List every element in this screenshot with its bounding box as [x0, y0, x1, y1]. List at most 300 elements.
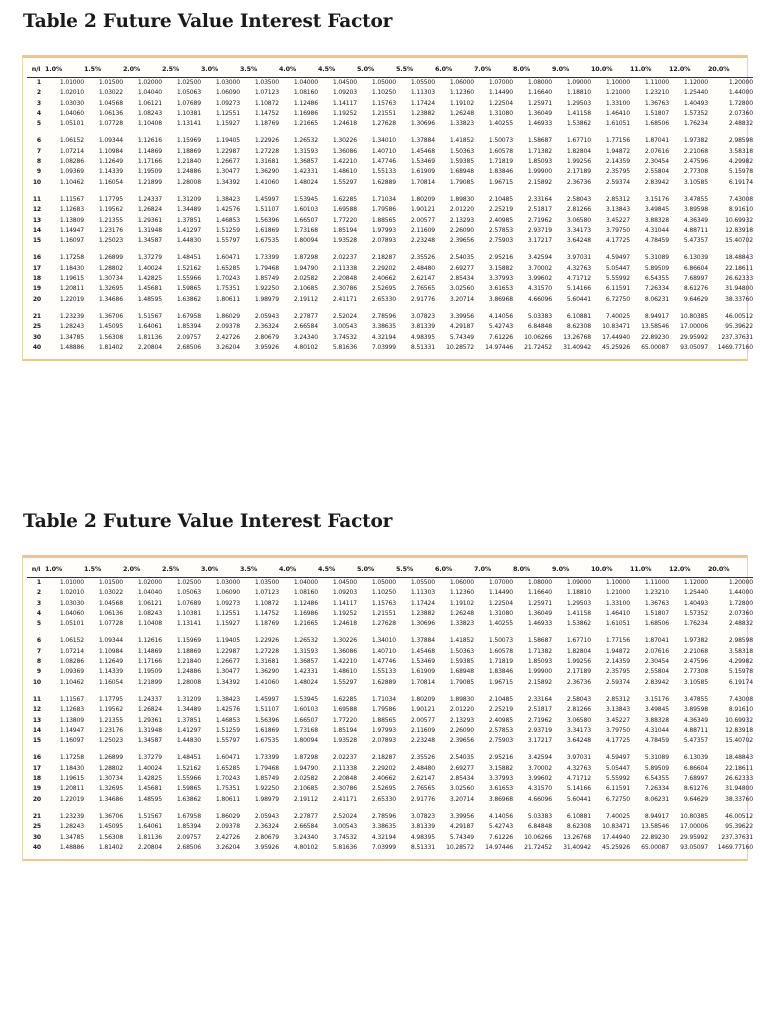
factor-cell: 1.06136 — [98, 609, 123, 617]
factor-cell: 6.86604 — [683, 764, 708, 772]
factor-cell: 1.19615 — [59, 775, 84, 783]
period-cell: 13 — [32, 716, 41, 724]
factor-cell: 2.13293 — [449, 716, 474, 724]
table-row — [27, 88, 753, 98]
factor-cell: 2.58043 — [566, 695, 591, 703]
factor-cell: 1.55133 — [371, 168, 396, 176]
factor-cell: 1.28802 — [98, 764, 123, 772]
factor-cell: 1.20811 — [59, 285, 84, 293]
factor-cell: 1.85194 — [332, 226, 357, 234]
period-cell: 25 — [32, 823, 41, 831]
factor-cell: 1.90121 — [410, 206, 435, 214]
factor-cell: 13.26768 — [563, 833, 591, 841]
table-row — [27, 599, 753, 609]
factor-cell: 1.61051 — [605, 620, 630, 628]
factor-cell: 1.45095 — [98, 323, 123, 331]
factor-cell: 1.08243 — [137, 109, 162, 117]
factor-cell: 1.72800 — [728, 99, 753, 107]
factor-cell: 65.00087 — [641, 843, 669, 851]
factor-cell: 2.91776 — [410, 795, 435, 803]
factor-cell: 2.36736 — [566, 178, 591, 186]
factor-cell: 1.30734 — [98, 275, 123, 283]
factor-cell: 1.93528 — [332, 237, 357, 245]
factor-cell: 8.06231 — [644, 295, 669, 303]
factor-cell: 3.26204 — [215, 843, 240, 851]
factor-cell: 4.80102 — [293, 843, 318, 851]
factor-cell: 2.25219 — [488, 706, 513, 714]
factor-cell: 1.15763 — [371, 99, 396, 107]
factor-cell: 1.42576 — [215, 206, 240, 214]
factor-cell: 3.10585 — [683, 178, 708, 186]
factor-cell: 1.28802 — [98, 264, 123, 272]
factor-cell: 2.39656 — [449, 237, 474, 245]
factor-cell: 1.10984 — [98, 147, 123, 155]
factor-cell: 3.70002 — [527, 264, 552, 272]
factor-cell: 3.47855 — [683, 195, 708, 203]
fvif-table-block-2 — [22, 508, 753, 861]
factor-cell: 2.59374 — [605, 678, 630, 686]
factor-cell: 1.61909 — [410, 668, 435, 676]
factor-cell: 1.97382 — [683, 637, 708, 645]
factor-cell: 4.31570 — [527, 785, 552, 793]
factor-cell: 2.93719 — [527, 726, 552, 734]
factor-cell: 1.36086 — [332, 647, 357, 655]
header-rate: 3.5% — [240, 62, 279, 78]
factor-cell: 1.48595 — [137, 295, 162, 303]
factor-cell: 1.79085 — [449, 178, 474, 186]
factor-cell: 1.55797 — [215, 737, 240, 745]
factor-cell: 2.40985 — [488, 216, 513, 224]
factor-cell: 1.33100 — [605, 599, 630, 607]
factor-cell: 1.51807 — [644, 609, 669, 617]
factor-cell: 1469.77160 — [717, 843, 753, 851]
factor-cell: 3.79750 — [605, 226, 630, 234]
factor-cell: 1.59385 — [449, 158, 474, 166]
factor-cell: 2.20804 — [137, 843, 162, 851]
factor-cell: 3.15882 — [488, 764, 513, 772]
period-cell: 14 — [32, 726, 41, 734]
factor-cell: 3.15882 — [488, 264, 513, 272]
factor-cell: 5.89509 — [644, 764, 669, 772]
factor-cell: 2.65330 — [371, 795, 396, 803]
factor-cell: 3.24340 — [293, 833, 318, 841]
period-cell: 21 — [32, 812, 41, 820]
factor-cell: 1.34392 — [215, 678, 240, 686]
period-cell: 2 — [36, 589, 41, 597]
factor-cell: 1.46410 — [605, 609, 630, 617]
factor-cell: 1.15969 — [176, 137, 201, 145]
table-row — [27, 822, 753, 832]
factor-cell: 1.23239 — [59, 312, 84, 320]
factor-cell: 1.40024 — [137, 764, 162, 772]
factor-cell: 1.18769 — [254, 120, 279, 128]
factor-cell: 3.86968 — [488, 795, 513, 803]
header-rate: 5.0% — [357, 562, 396, 578]
factor-cell: 1.29361 — [137, 216, 162, 224]
factor-cell: 1.12683 — [59, 206, 84, 214]
table-row — [27, 678, 753, 688]
factor-cell: 1.53862 — [566, 620, 591, 628]
factor-cell: 3.64248 — [566, 237, 591, 245]
factor-cell: 1.36290 — [254, 168, 279, 176]
header-rate: 7.0% — [474, 62, 513, 78]
factor-cell: 2.15892 — [527, 678, 552, 686]
factor-cell: 2.51817 — [527, 206, 552, 214]
factor-cell: 1.28243 — [59, 323, 84, 331]
table-row — [27, 843, 753, 853]
factor-cell: 2.35526 — [410, 754, 435, 762]
header-rate: 3.0% — [201, 562, 240, 578]
factor-cell: 5.81636 — [332, 843, 357, 851]
factor-cell: 9.64629 — [683, 295, 708, 303]
factor-cell: 1.17424 — [410, 599, 435, 607]
factor-cell: 1.60103 — [293, 206, 318, 214]
factor-cell: 1.10462 — [59, 678, 84, 686]
factor-cell: 2.05943 — [254, 812, 279, 820]
factor-cell: 1.40493 — [683, 599, 708, 607]
factor-cell: 45.25926 — [602, 843, 630, 851]
factor-cell: 3.99602 — [527, 275, 552, 283]
factor-cell: 1.11303 — [410, 89, 435, 97]
factor-cell: 2.27877 — [293, 812, 318, 820]
factor-cell: 2.10485 — [488, 695, 513, 703]
factor-cell: 4.78459 — [644, 737, 669, 745]
factor-cell: 1.37279 — [137, 754, 162, 762]
table-header-row — [27, 62, 753, 78]
factor-cell: 1.18430 — [59, 264, 84, 272]
factor-cell: 1.88565 — [371, 216, 396, 224]
factor-cell: 3.81339 — [410, 823, 435, 831]
factor-cell: 1.67535 — [254, 237, 279, 245]
factor-cell: 1.51259 — [215, 726, 240, 734]
factor-cell: 1.73399 — [254, 254, 279, 262]
factor-cell: 10.06266 — [524, 833, 552, 841]
factor-cell: 1.60471 — [215, 254, 240, 262]
factor-cell: 1.85093 — [527, 158, 552, 166]
table-row — [27, 147, 753, 157]
factor-cell: 5.15978 — [728, 168, 753, 176]
factor-cell: 1.06121 — [137, 99, 162, 107]
factor-cell: 1.51807 — [644, 109, 669, 117]
factor-cell: 1.85194 — [332, 726, 357, 734]
factor-cell: 1.41852 — [449, 637, 474, 645]
factor-cell: 1.27628 — [371, 120, 396, 128]
factor-cell: 6.72750 — [605, 295, 630, 303]
factor-cell: 1.04060 — [59, 109, 84, 117]
factor-cell: 6.19174 — [728, 678, 753, 686]
factor-cell: 1.04060 — [59, 609, 84, 617]
period-cell: 1 — [36, 579, 41, 586]
factor-cell: 5.03383 — [527, 812, 552, 820]
table-row — [27, 784, 753, 794]
factor-cell: 1.61051 — [605, 120, 630, 128]
header-rate: 1.0% — [45, 562, 84, 578]
period-cell: 5 — [36, 120, 41, 128]
factor-cell: 1.90121 — [410, 706, 435, 714]
header-rate: 10.0% — [591, 62, 630, 78]
factor-cell: 2.40662 — [371, 775, 396, 783]
factor-cell: 5.47357 — [683, 737, 708, 745]
factor-cell: 2.71962 — [527, 216, 552, 224]
factor-cell: 10.69932 — [725, 716, 753, 724]
factor-cell: 1.25440 — [683, 589, 708, 597]
factor-cell: 1469.77160 — [717, 343, 753, 351]
factor-cell: 45.25926 — [602, 343, 630, 351]
factor-cell: 1.11567 — [59, 695, 84, 703]
factor-cell: 1.50073 — [488, 137, 513, 145]
factor-cell: 1.26677 — [215, 658, 240, 666]
factor-cell: 1.11303 — [410, 589, 435, 597]
factor-cell: 1.69588 — [332, 706, 357, 714]
factor-cell: 1.14752 — [254, 109, 279, 117]
header-rate: 2.0% — [123, 562, 162, 578]
factor-cell: 3.81339 — [410, 323, 435, 331]
factor-cell: 4.31570 — [527, 285, 552, 293]
factor-cell: 1.34010 — [371, 637, 396, 645]
factor-cell: 1.17424 — [410, 99, 435, 107]
factor-cell: 1.02500 — [176, 79, 201, 86]
factor-cell: 1.99256 — [566, 658, 591, 666]
factor-cell: 3.49845 — [644, 206, 669, 214]
factor-cell: 1.36857 — [293, 158, 318, 166]
factor-cell: 1.05063 — [176, 589, 201, 597]
factor-cell: 1.13809 — [59, 216, 84, 224]
factor-cell: 1.34686 — [98, 295, 123, 303]
factor-cell: 2.01220 — [449, 706, 474, 714]
factor-cell: 5.03383 — [527, 312, 552, 320]
factor-cell: 1.18869 — [176, 147, 201, 155]
factor-cell: 1.25971 — [527, 99, 552, 107]
factor-cell: 1.06090 — [215, 89, 240, 97]
factor-cell: 1.22926 — [254, 637, 279, 645]
factor-cell: 1.19405 — [215, 137, 240, 145]
factor-cell: 93.05097 — [680, 843, 708, 851]
factor-cell: 2.35795 — [605, 668, 630, 676]
factor-cell: 1.11000 — [644, 579, 669, 586]
factor-cell: 1.75351 — [215, 785, 240, 793]
factor-cell: 1.14869 — [137, 147, 162, 155]
factor-cell: 1.96715 — [488, 678, 513, 686]
factor-cell: 1.33823 — [449, 620, 474, 628]
factor-cell: 5.31089 — [644, 754, 669, 762]
factor-cell: 1.97382 — [683, 137, 708, 145]
factor-cell: 1.31948 — [137, 726, 162, 734]
factor-cell: 1.36763 — [644, 99, 669, 107]
table-row — [27, 129, 753, 146]
factor-cell: 2.85312 — [605, 195, 630, 203]
factor-cell: 1.57352 — [683, 609, 708, 617]
factor-cell: 1.27228 — [254, 647, 279, 655]
factor-cell: 1.50363 — [449, 647, 474, 655]
factor-cell: 3.74532 — [332, 333, 357, 341]
header-rate: 9.0% — [552, 62, 591, 78]
factor-cell: 95.39622 — [725, 823, 753, 831]
factor-cell: 3.97031 — [566, 254, 591, 262]
table-row — [27, 746, 753, 763]
factor-cell: 17.44940 — [602, 833, 630, 841]
factor-cell: 1.10250 — [371, 589, 396, 597]
factor-cell: 1.19102 — [449, 99, 474, 107]
factor-cell: 2.09378 — [215, 823, 240, 831]
factor-cell: 5.31089 — [644, 254, 669, 262]
factor-cell: 1.87298 — [293, 254, 318, 262]
factor-cell: 1.67958 — [176, 812, 201, 820]
factor-cell: 1.25023 — [98, 737, 123, 745]
factor-cell: 1.61869 — [254, 226, 279, 234]
factor-cell: 1.07728 — [98, 620, 123, 628]
factor-cell: 1.05000 — [371, 579, 396, 586]
header-rate: 8.0% — [513, 562, 552, 578]
factor-cell: 2.71962 — [527, 716, 552, 724]
factor-cell: 1.08000 — [527, 79, 552, 86]
header-rate: 1.0% — [45, 62, 84, 78]
factor-cell: 1.22019 — [59, 295, 84, 303]
factor-cell: 1.41158 — [566, 609, 591, 617]
factor-cell: 1.19405 — [215, 637, 240, 645]
factor-cell: 1.37851 — [176, 716, 201, 724]
factor-cell: 2.19112 — [293, 295, 318, 303]
factor-cell: 1.58687 — [527, 137, 552, 145]
factor-cell: 2.07360 — [728, 109, 753, 117]
factor-cell: 1.38423 — [215, 695, 240, 703]
factor-cell: 1.26248 — [449, 609, 474, 617]
factor-cell: 1.51107 — [254, 706, 279, 714]
header-rate: 6.0% — [435, 562, 474, 578]
factor-cell: 1.89830 — [449, 695, 474, 703]
factor-cell: 1.46933 — [527, 120, 552, 128]
factor-cell: 1.42825 — [137, 775, 162, 783]
factor-cell: 1.34587 — [137, 737, 162, 745]
period-cell: 16 — [32, 754, 41, 762]
factor-cell: 1.10462 — [59, 178, 84, 186]
factor-cell: 1.32695 — [98, 785, 123, 793]
factor-cell: 6.54355 — [644, 775, 669, 783]
factor-cell: 4.17725 — [605, 237, 630, 245]
factor-cell: 1.94872 — [605, 647, 630, 655]
header-rate: 4.0% — [279, 62, 318, 78]
period-cell: 19 — [32, 285, 41, 293]
factor-cell: 3.15176 — [644, 695, 669, 703]
table-row — [27, 109, 753, 119]
factor-cell: 2.26090 — [449, 726, 474, 734]
factor-cell: 1.10381 — [176, 609, 201, 617]
period-cell: 16 — [32, 254, 41, 262]
factor-cell: 14.97446 — [485, 343, 513, 351]
factor-cell: 4.88711 — [683, 226, 708, 234]
factor-cell: 8.94917 — [644, 812, 669, 820]
period-cell: 6 — [36, 637, 41, 645]
factor-cell: 13.58546 — [641, 823, 669, 831]
period-cell: 3 — [36, 99, 41, 107]
factor-cell: 1.22987 — [215, 147, 240, 155]
factor-cell: 1.61909 — [410, 168, 435, 176]
factor-cell: 1.19562 — [98, 206, 123, 214]
factor-cell: 2.81266 — [566, 706, 591, 714]
factor-cell: 3.02560 — [449, 785, 474, 793]
factor-cell: 1.44000 — [728, 589, 753, 597]
factor-cell: 10.83471 — [602, 823, 630, 831]
table-row — [27, 647, 753, 657]
factor-cell: 3.49845 — [644, 706, 669, 714]
factor-cell: 1.28008 — [176, 678, 201, 686]
factor-cell: 1.42210 — [332, 158, 357, 166]
factor-cell: 8.51331 — [410, 343, 435, 351]
factor-cell: 2.17189 — [566, 168, 591, 176]
factor-cell: 2.78596 — [371, 312, 396, 320]
factor-cell: 1.62889 — [371, 678, 396, 686]
factor-cell: 2.27877 — [293, 312, 318, 320]
factor-cell: 1.81136 — [137, 333, 162, 341]
factor-cell: 2.39656 — [449, 737, 474, 745]
factor-cell: 1.08286 — [59, 658, 84, 666]
factor-cell: 1.66507 — [293, 216, 318, 224]
factor-cell: 1.85093 — [527, 658, 552, 666]
header-rate: 6.0% — [435, 62, 474, 78]
factor-cell: 3.97031 — [566, 754, 591, 762]
factor-cell: 18.48843 — [725, 254, 753, 262]
factor-cell: 10.06266 — [524, 333, 552, 341]
factor-cell: 4.32194 — [371, 833, 396, 841]
factor-cell: 1.14490 — [488, 589, 513, 597]
factor-cell: 1.16640 — [527, 89, 552, 97]
factor-cell: 1.05101 — [59, 120, 84, 128]
factor-cell: 4.66096 — [527, 795, 552, 803]
factor-cell: 1.70243 — [215, 275, 240, 283]
factor-cell: 1.48610 — [332, 668, 357, 676]
period-cell: 7 — [36, 647, 41, 655]
factor-cell: 1.72800 — [728, 599, 753, 607]
factor-cell: 4.59497 — [605, 254, 630, 262]
factor-cell: 1.21355 — [98, 716, 123, 724]
factor-cell: 1.22504 — [488, 599, 513, 607]
factor-cell: 1.15927 — [215, 120, 240, 128]
factor-cell: 10.28572 — [446, 843, 474, 851]
factor-cell: 1.31080 — [488, 609, 513, 617]
factor-cell: 4.32763 — [566, 264, 591, 272]
factor-cell: 1.68506 — [644, 120, 669, 128]
factor-cell: 93.05097 — [680, 343, 708, 351]
factor-cell: 10.83471 — [602, 323, 630, 331]
factor-cell: 1.19252 — [332, 609, 357, 617]
factor-cell: 1.10872 — [254, 599, 279, 607]
factor-cell: 1.50073 — [488, 637, 513, 645]
factor-cell: 1.34785 — [59, 333, 84, 341]
factor-cell: 1.12649 — [98, 158, 123, 166]
factor-cell: 1.46933 — [527, 620, 552, 628]
factor-cell: 1.09273 — [215, 99, 240, 107]
header-rate: 11.0% — [630, 62, 669, 78]
header-rate: 7.0% — [474, 562, 513, 578]
factor-cell: 22.18611 — [725, 764, 753, 772]
factor-cell: 1.25023 — [98, 237, 123, 245]
factor-cell: 1.23882 — [410, 609, 435, 617]
table-row — [27, 78, 753, 89]
factor-cell: 4.36349 — [683, 216, 708, 224]
factor-cell: 1.62889 — [371, 178, 396, 186]
factor-cell: 1.12616 — [137, 637, 162, 645]
factor-cell: 2.66584 — [293, 323, 318, 331]
factor-cell: 1.11567 — [59, 195, 84, 203]
factor-cell: 1.03030 — [59, 99, 84, 107]
factor-cell: 7.61226 — [488, 833, 513, 841]
factor-cell: 1.41060 — [254, 178, 279, 186]
factor-cell: 2.40985 — [488, 716, 513, 724]
factor-cell: 6.54355 — [644, 275, 669, 283]
factor-cell: 2.47596 — [683, 658, 708, 666]
factor-cell: 1.36086 — [332, 147, 357, 155]
factor-cell: 1.44000 — [728, 89, 753, 97]
period-cell: 14 — [32, 226, 41, 234]
